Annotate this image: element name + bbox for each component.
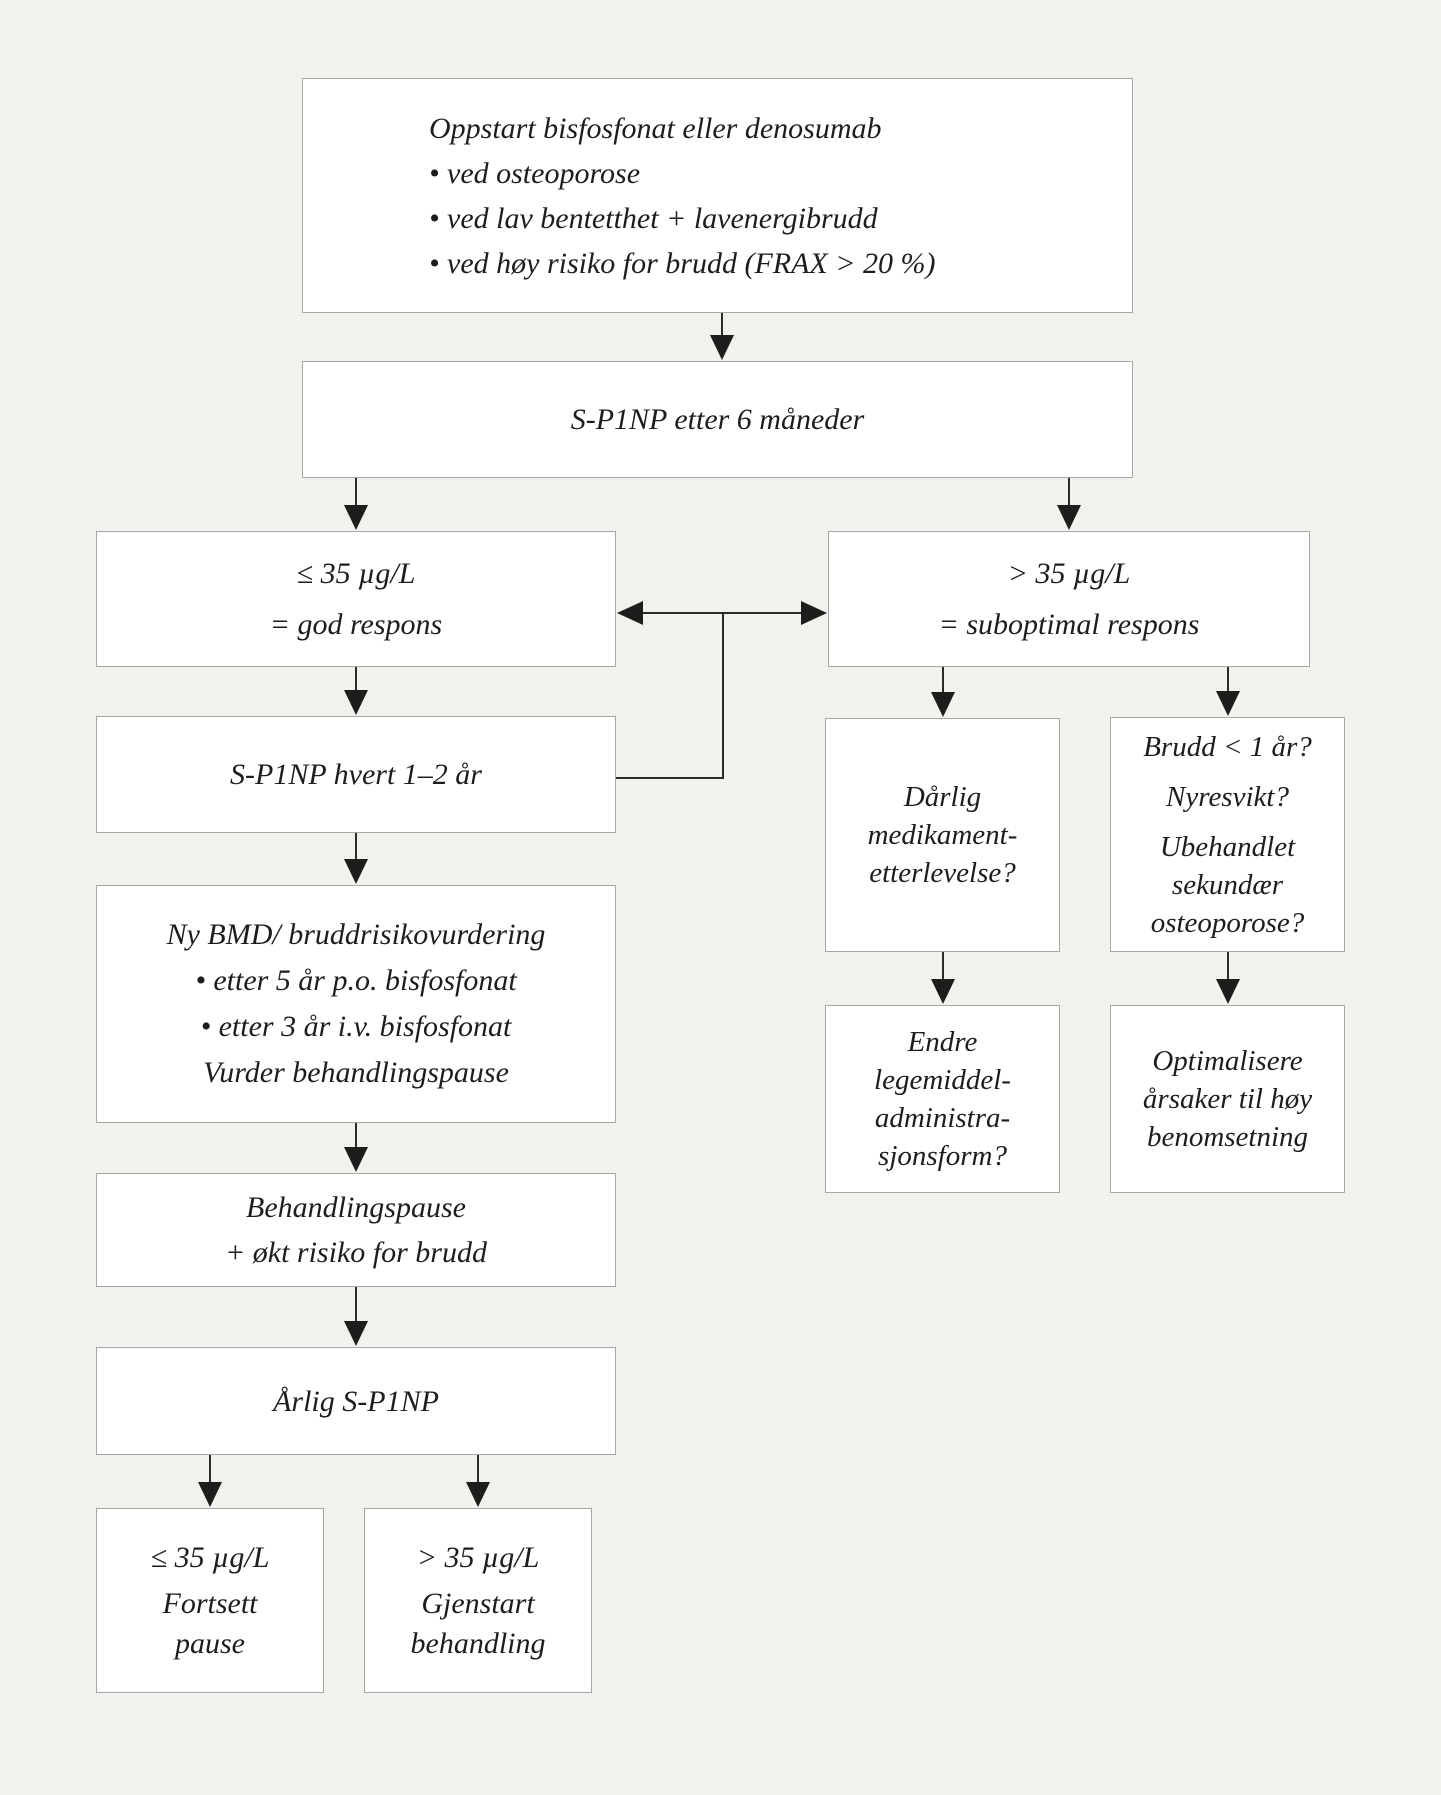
node-annual-p1np [96,1347,616,1455]
causes-untreated: Ubehandlet [1159,830,1296,863]
arrowhead-adherence-to-adminform [931,979,955,1004]
admin-form-line-2: legemiddel- [874,1064,1011,1096]
continue-pause-value: ≤ 35 µg/L [150,1540,270,1574]
loop-connector [616,614,723,778]
continue-pause-line-2: pause [175,1626,245,1660]
node-secondary-causes [1110,717,1345,952]
node-start-bullet-2: • ved lav bentetthet + lavenergibrudd [429,201,878,235]
good-response-meaning: = god respons [269,608,443,641]
causes-osteoporosis: osteoporose? [1150,906,1305,939]
optimize-line-1: Optimalisere [1152,1045,1303,1077]
admin-form-line-1: Endre [907,1026,978,1058]
node-start [302,78,1133,313]
node-start-title: Oppstart bisfosfonat eller denosumab [429,111,882,145]
node-restart-treatment [364,1508,592,1693]
arrowhead-suboptimal-to-causes [1216,691,1240,716]
restart-line-2: behandling [410,1626,546,1660]
node-p1np-1-2y [96,716,616,833]
optimize-line-2: årsaker til høy [1142,1083,1313,1115]
admin-form-line-4: sjonsform? [878,1140,1007,1172]
arrowhead-p1np12-to-bmd [344,859,368,884]
arrowhead-p1np6m-to-suboptimal [1057,505,1081,530]
double-arrowhead-left [617,601,643,625]
suboptimal-response-meaning: = suboptimal respons [938,608,1200,641]
bmd-title: Ny BMD/ bruddrisikovurdering [166,918,546,951]
node-good-response [96,531,616,667]
arrowhead-annual-to-restart [466,1482,490,1507]
node-p1np-6m-label: S-P1NP etter 6 måneder [570,403,865,436]
node-start-bullet-1: • ved osteoporose [429,156,641,190]
node-continue-pause [96,1508,324,1693]
arrowhead-p1np6m-to-good [344,505,368,530]
causes-renal: Nyresvikt? [1166,780,1289,813]
node-suboptimal-response [828,531,1310,667]
continue-pause-line-1: Fortsett [162,1586,258,1620]
arrowhead-suboptimal-to-adherence [931,692,955,717]
arrowhead-causes-to-optimize [1216,979,1240,1004]
treatment-pause-line-2: + økt risiko for brudd [225,1236,487,1269]
node-optimize-turnover [1110,1005,1345,1193]
treatment-pause-line-1: Behandlingspause [246,1191,466,1224]
node-start-bullet-3: • ved høy risiko for brudd (FRAX > 20 %) [429,246,936,280]
bmd-consider-pause: Vurder behandlingspause [203,1056,509,1089]
arrowhead-pause-to-annual [344,1321,368,1346]
arrowhead-bmd-to-pause [344,1147,368,1172]
good-response-value: ≤ 35 µg/L [296,557,416,590]
causes-fracture: Brudd < 1 år? [1143,730,1312,763]
arrowhead-good-to-p1np12 [344,690,368,715]
bmd-bullet-1: • etter 5 år p.o. bisfosfonat [195,964,517,997]
adherence-line-3: etterlevelse? [869,857,1016,889]
optimize-line-3: benomsetning [1146,1121,1309,1153]
double-arrowhead-right [801,601,827,625]
node-p1np-1-2y-label: S-P1NP hvert 1–2 år [230,758,482,791]
bmd-bullet-2: • etter 3 år i.v. bisfosfonat [200,1010,512,1043]
restart-value: > 35 µg/L [416,1540,540,1574]
node-bmd-reassessment [96,885,616,1123]
adherence-line-2: medikament- [867,819,1018,851]
suboptimal-response-value: > 35 µg/L [1007,557,1131,590]
annual-p1np-label: Årlig S-P1NP [273,1384,439,1418]
causes-secondary: sekundær [1171,868,1284,901]
arrowhead-annual-to-continue [198,1482,222,1507]
node-treatment-pause [96,1173,616,1287]
node-poor-adherence [825,718,1060,952]
adherence-line-1: Dårlig [903,781,982,813]
node-admin-form [825,1005,1060,1193]
node-p1np-6m [302,361,1133,478]
arrowhead-start-to-p1np6m [710,335,734,360]
admin-form-line-3: administra- [874,1102,1011,1134]
restart-line-1: Gjenstart [421,1586,535,1620]
